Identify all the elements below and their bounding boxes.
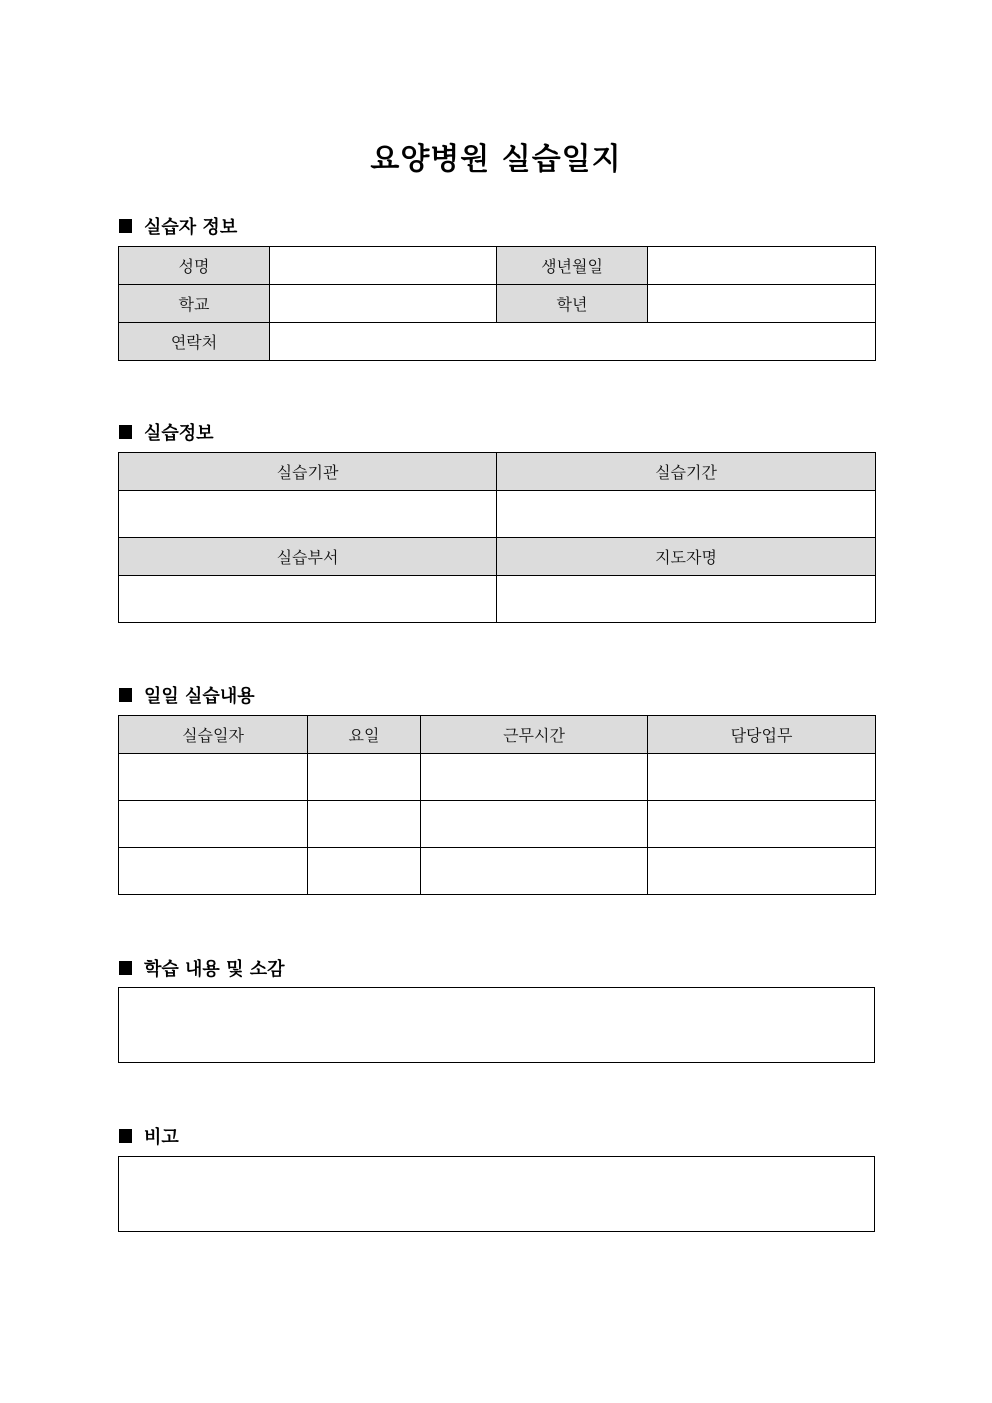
day-cell[interactable] [308, 754, 421, 801]
grade-field[interactable] [648, 285, 876, 323]
birthdate-field[interactable] [648, 247, 876, 285]
label-grade: 학년 [497, 285, 648, 323]
daily-table [118, 715, 876, 895]
school-field[interactable] [270, 285, 497, 323]
section-heading-label: 비고 [144, 1127, 179, 1148]
section-heading-label: 실습자 정보 [144, 217, 238, 238]
duty-cell[interactable] [648, 801, 876, 848]
institution-field[interactable] [119, 491, 497, 538]
table-row [119, 848, 876, 895]
section-heading-reflection [119, 955, 285, 981]
column-header-day: 요일 [308, 716, 421, 754]
section-heading-remarks [119, 1123, 179, 1149]
column-header-date: 실습일자 [119, 716, 308, 754]
supervisor-field[interactable] [497, 576, 876, 623]
column-header-hours: 근무시간 [421, 716, 648, 754]
label-period: 실습기간 [497, 453, 876, 491]
square-bullet-icon [119, 219, 132, 233]
label-supervisor: 지도자명 [497, 538, 876, 576]
period-field[interactable] [497, 491, 876, 538]
contact-field[interactable] [270, 323, 876, 361]
page-title: 요양병원 실습일지 [370, 142, 622, 177]
date-cell[interactable] [119, 848, 308, 895]
name-field[interactable] [270, 247, 497, 285]
label-institution: 실습기관 [119, 453, 497, 491]
label-name: 성명 [119, 247, 270, 285]
section-heading-label: 실습정보 [144, 423, 214, 444]
section-heading-label: 일일 실습내용 [144, 686, 255, 707]
department-field[interactable] [119, 576, 497, 623]
hours-cell[interactable] [421, 801, 648, 848]
label-contact: 연락처 [119, 323, 270, 361]
square-bullet-icon [119, 1129, 132, 1143]
section-heading-label: 학습 내용 및 소감 [144, 959, 285, 980]
section-heading-training-info [119, 419, 214, 445]
student-info-table [118, 246, 876, 361]
hours-cell[interactable] [421, 754, 648, 801]
date-cell[interactable] [119, 754, 308, 801]
day-cell[interactable] [308, 848, 421, 895]
square-bullet-icon [119, 425, 132, 439]
duty-cell[interactable] [648, 848, 876, 895]
reflection-field[interactable] [118, 987, 875, 1063]
duty-cell[interactable] [648, 754, 876, 801]
date-cell[interactable] [119, 801, 308, 848]
label-school: 학교 [119, 285, 270, 323]
remarks-field[interactable] [118, 1156, 875, 1232]
label-department: 실습부서 [119, 538, 497, 576]
hours-cell[interactable] [421, 848, 648, 895]
training-info-table [118, 452, 876, 623]
square-bullet-icon [119, 688, 132, 702]
table-row [119, 801, 876, 848]
section-heading-student-info [119, 213, 237, 239]
square-bullet-icon [119, 961, 132, 975]
table-row [119, 754, 876, 801]
section-heading-daily [119, 682, 255, 708]
day-cell[interactable] [308, 801, 421, 848]
column-header-duty: 담당업무 [648, 716, 876, 754]
label-birthdate: 생년월일 [497, 247, 648, 285]
